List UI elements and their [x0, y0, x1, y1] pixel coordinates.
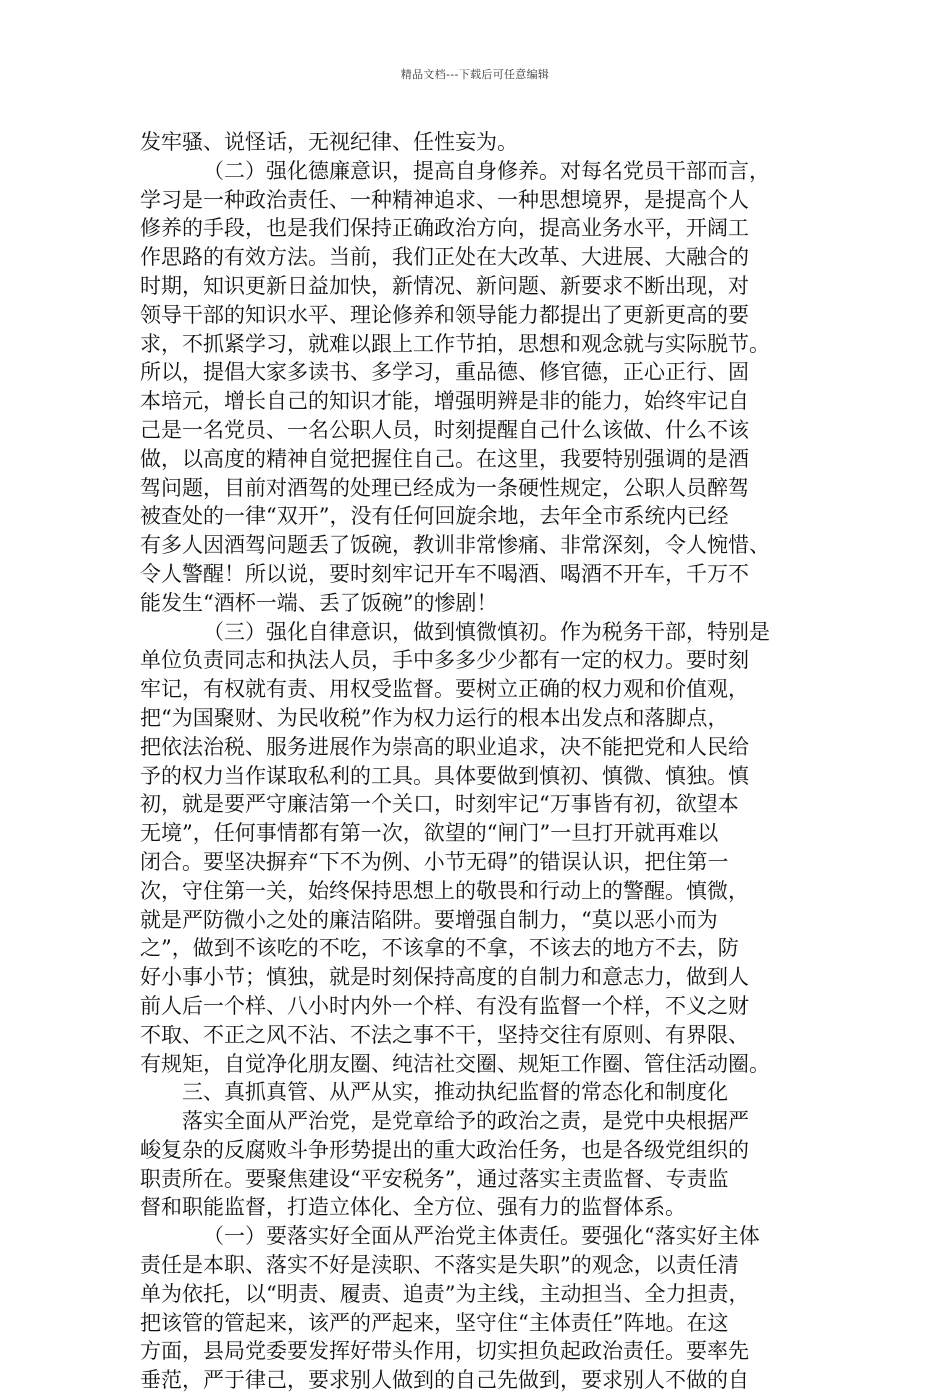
text-line: 督和职能监督，打造立体化、全方位、强有力的监督体系。 [140, 1195, 686, 1220]
text-line: 就是严防微小之处的廉洁陷阱。要增强自制力，“莫以恶小而为 [140, 907, 718, 932]
text-line: 三、真抓真管、从严从实，推动执纪监督的常态化和制度化 [182, 1080, 728, 1105]
page-header: 精品文档---下载后可任意编辑 [400, 68, 550, 81]
text-line: 有多人因酒驾问题丢了饭碗，教训非常惨痛、非常深刻，令人惋惜、 [140, 533, 770, 558]
text-line: 把该管的管起来，该严的严起来，坚守住“主体责任”阵地。在这 [140, 1310, 729, 1335]
text-line: 单位负责同志和执法人员，手中多多少少都有一定的权力。要时刻 [140, 648, 749, 673]
text-line: 把依法治税、服务进展作为崇高的职业追求，决不能把党和人民给 [140, 734, 749, 759]
text-line: 予的权力当作谋取私利的工具。具体要做到慎初、慎微、慎独。慎 [140, 763, 749, 788]
text-line: （二）强化德廉意识，提高自身修养。对每名党员干部而言， [203, 158, 770, 183]
text-line: 把“为国聚财、为民收税”作为权力运行的根本出发点和落脚点， [140, 705, 729, 730]
text-line: 被查处的一律“双开”，没有任何回旋余地，去年全市系统内已经 [140, 504, 729, 529]
text-line: 不取、不正之风不沾、不法之事不干，坚持交往有原则、有界限、 [140, 1022, 749, 1047]
text-line: 做，以高度的精神自觉把握住自己。在这里，我要特别强调的是酒 [140, 446, 749, 471]
text-line: 次，守住第一关，始终保持思想上的敬畏和行动上的警醒。慎微， [140, 878, 749, 903]
text-line: 方面，县局党委要发挥好带头作用，切实担负起政治责任。要率先 [140, 1339, 749, 1364]
text-line: 领导干部的知识水平、理论修养和领导能力都提出了更新更高的要 [140, 302, 749, 327]
document-body [140, 128, 816, 1395]
text-line: 峻复杂的反腐败斗争形势提出的重大政治任务，也是各级党组织的 [140, 1137, 749, 1162]
text-line: 前人后一个样、八小时内外一个样、有没有监督一个样，不义之财 [140, 993, 749, 1018]
text-line: 作思路的有效方法。当前，我们正处在大改革、大进展、大融合的 [140, 245, 749, 270]
text-line: 时期，知识更新日益加快，新情况、新问题、新要求不断出现，对 [140, 273, 749, 298]
text-line: 学习是一种政治责任、一种精神追求、一种思想境界，是提高个人 [140, 187, 749, 212]
text-line: 牢记，有权就有责、用权受监督。要树立正确的权力观和价值观， [140, 677, 749, 702]
text-line: 责任是本职、落实不好是渎职、不落实是失职”的观念，以责任清 [140, 1253, 739, 1278]
text-line: 己是一名党员、一名公职人员，时刻提醒自己什么该做、什么不该 [140, 417, 749, 442]
text-line: （三）强化自律意识，做到慎微慎初。作为税务干部，特别是 [203, 619, 770, 644]
text-line: 好小事小节；慎独，就是时刻保持高度的自制力和意志力，做到人 [140, 965, 749, 990]
text-line: 单为依托，以“明责、履责、追责”为主线，主动担当、全力担责， [140, 1281, 750, 1306]
text-line: 发牢骚、说怪话，无视纪律、任性妄为。 [140, 130, 518, 154]
text-line: 初，就是要严守廉洁第一个关口，时刻牢记“万事皆有初，欲望本 [140, 792, 739, 817]
text-line: 无境”，任何事情都有第一次，欲望的“闸门”一旦打开就再难以 [140, 821, 719, 846]
text-line: （一）要落实好全面从严治党主体责任。要强化“落实好主体 [203, 1224, 760, 1249]
text-line: 令人警醒！所以说，要时刻牢记开车不喝酒、喝酒不开车，千万不 [140, 561, 749, 586]
text-line: 之”，做到不该吃的不吃，不该拿的不拿，不该去的地方不去，防 [140, 936, 739, 961]
text-line: 能发生“酒杯一端、丢了饭碗”的惨剧！ [140, 590, 498, 615]
text-line: 本培元，增长自己的知识才能，增强明辨是非的能力，始终牢记自 [140, 389, 749, 414]
text-line: 求，不抓紧学习，就难以跟上工作节拍，思想和观念就与实际脱节。 [140, 331, 770, 356]
text-line: 有规矩，自觉净化朋友圈、纯洁社交圈、规矩工作圈、管住活动圈。 [140, 1051, 770, 1076]
text-line: 垂范，严于律己，要求别人做到的自己先做到，要求别人不做的自 [140, 1368, 749, 1393]
text-line: 驾问题，目前对酒驾的处理已经成为一条硬性规定，公职人员醉驾 [140, 475, 749, 500]
text-line: 闭合。要坚决摒弃“下不为例、小节无碍”的错误认识，把住第一 [140, 849, 729, 874]
text-line: 所以，提倡大家多读书、多学习，重品德、修官德，正心正行、固 [140, 360, 749, 385]
text-line: 落实全面从严治党，是党章给予的政治之责，是党中央根据严 [182, 1109, 749, 1134]
text-line: 职责所在。要聚焦建设“平安税务”，通过落实主责监督、专责监 [140, 1166, 729, 1191]
text-line: 修养的手段，也是我们保持正确政治方向，提高业务水平，开阔工 [140, 216, 749, 241]
